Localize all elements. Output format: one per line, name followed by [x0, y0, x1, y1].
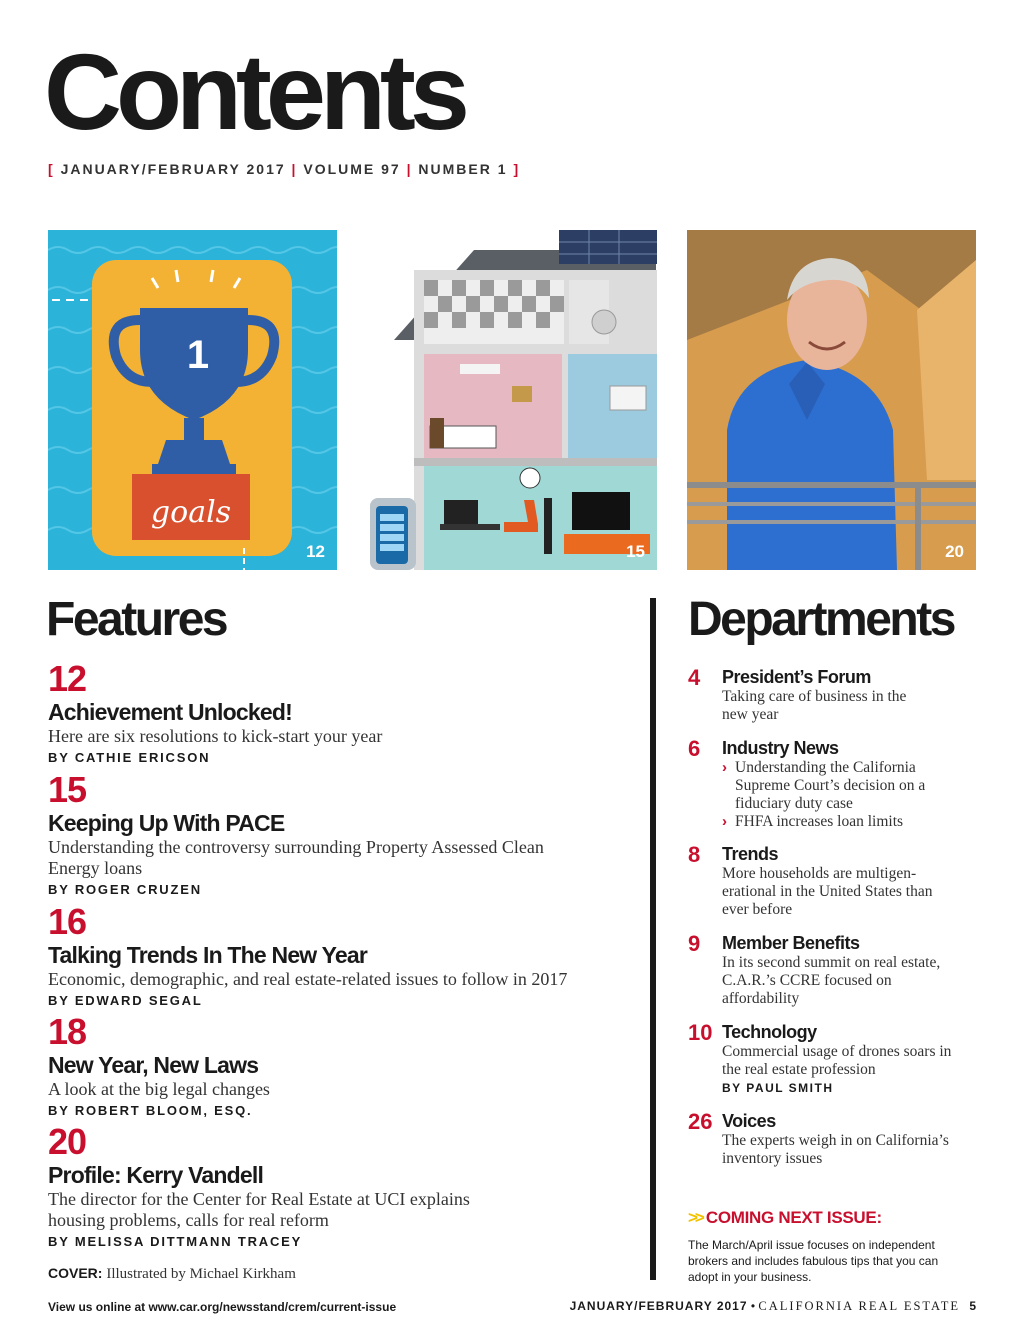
department-byline: BY PAUL SMITH: [722, 1081, 834, 1095]
feature-title[interactable]: Profile: Kerry Vandell: [48, 1162, 264, 1188]
feature-title[interactable]: New Year, New Laws: [48, 1052, 259, 1078]
department-page-number: 6: [688, 736, 701, 761]
department-item[interactable]: [688, 843, 978, 919]
feature-description: Here are six resolutions to kick-start your year: [48, 726, 383, 746]
column-divider: [650, 598, 656, 1280]
trophy-number: 1: [186, 333, 210, 377]
department-page-number: 10: [688, 1020, 713, 1045]
feature-byline: BY ROGER CRUZEN: [48, 882, 202, 897]
separator: |: [291, 161, 298, 177]
bullet-text: FHFA increases loan limits: [735, 813, 904, 830]
department-page-number: 4: [688, 665, 701, 690]
volume: VOLUME 97: [303, 161, 401, 177]
feature-page-number: 15: [48, 769, 87, 810]
portrait-photo[interactable]: [687, 230, 976, 570]
department-title[interactable]: Trends: [722, 844, 779, 864]
department-description: Taking care of business in the new year: [722, 688, 907, 723]
issue-number: NUMBER 1: [418, 161, 508, 177]
department-title[interactable]: Member Benefits: [722, 933, 860, 953]
image-page-number: 15: [626, 542, 645, 561]
page-number: 5: [969, 1299, 976, 1313]
bullet-text: Understanding the California Supreme Court’s decision on a fiduciary duty case: [735, 759, 926, 812]
issue-date: JANUARY/FEBRUARY 2017: [60, 161, 286, 177]
feature-title[interactable]: Talking Trends In The New Year: [48, 942, 367, 968]
departments-heading: Departments: [688, 593, 954, 646]
magazine-name: CALIFORNIA REAL ESTATE: [758, 1299, 960, 1313]
feature-description: The director for the Center for Real Estate at UCI explains housing problems, calls for real reform: [48, 1189, 470, 1230]
department-item[interactable]: [688, 932, 978, 1008]
department-title[interactable]: Industry News: [722, 738, 839, 758]
goals-word: goals: [150, 495, 232, 530]
department-item[interactable]: [688, 1110, 978, 1168]
footer-issue: JANUARY/FEBRUARY 2017: [569, 1299, 748, 1313]
feature-item[interactable]: [48, 1011, 638, 1118]
feature-description: A look at the big legal changes: [48, 1079, 270, 1099]
cover-label: COVER:: [48, 1265, 103, 1281]
feature-title[interactable]: Keeping Up With PACE: [48, 810, 285, 836]
department-item[interactable]: [688, 1021, 978, 1095]
trophy-icon: [48, 230, 337, 570]
department-description: Commercial usage of drones soars in the real estate profession: [722, 1043, 952, 1078]
feature-description: Economic, demographic, and real estate-related issues to follow in 2017: [48, 969, 568, 989]
double-chevron-icon: >>: [688, 1208, 702, 1227]
online-link[interactable]: View us online at www.car.org/newsstand/crem/current-issue: [48, 1300, 397, 1314]
department-page-number: 9: [688, 931, 701, 956]
feature-item[interactable]: [48, 769, 638, 897]
issue-info: [48, 161, 520, 177]
department-description: The experts weigh in on California’s inventory issues: [722, 1132, 949, 1167]
image-page-number: 12: [306, 542, 325, 561]
chevron-right-icon: ›: [722, 759, 727, 776]
coming-next-heading: [688, 1208, 978, 1228]
features-heading: Features: [46, 593, 227, 646]
feature-item[interactable]: [48, 1121, 638, 1249]
department-description: More households are multigen-erational in the United States than ever before: [722, 865, 933, 918]
house-icon: [364, 230, 657, 570]
cover-text: Illustrated by Michael Kirkham: [106, 1266, 296, 1282]
department-page-number: 8: [688, 842, 701, 867]
feature-page-number: 20: [48, 1121, 87, 1162]
department-title[interactable]: Voices: [722, 1111, 776, 1131]
department-bullet: [722, 759, 937, 813]
coming-next-text: The March/April issue focuses on independent brokers and includes fabulous tips that you can adopt in your business.: [688, 1238, 939, 1284]
page-title: Contents: [44, 31, 464, 152]
chevron-right-icon: ›: [722, 813, 727, 830]
trophy-illustration[interactable]: [48, 230, 337, 570]
department-title[interactable]: Technology: [722, 1022, 817, 1042]
person-icon: [687, 230, 976, 570]
department-bullet: [722, 813, 978, 831]
coming-next-label: COMING NEXT ISSUE:: [705, 1208, 882, 1227]
cover-credit: [48, 1265, 296, 1283]
bracket-close: ]: [513, 161, 521, 177]
feature-item[interactable]: [48, 658, 638, 765]
department-title[interactable]: President’s Forum: [722, 667, 871, 687]
coming-next-issue: [688, 1208, 978, 1285]
feature-page-number: 16: [48, 901, 87, 942]
feature-description: Understanding the controversy surrounding Property Assessed Clean Energy loans: [48, 837, 544, 878]
footer-bullet: •: [750, 1299, 756, 1313]
feature-byline: BY EDWARD SEGAL: [48, 993, 203, 1008]
separator: |: [406, 161, 413, 177]
department-item[interactable]: [688, 666, 978, 724]
department-description: In its second summit on real estate, C.A.R.’s CCRE focused on affordability: [722, 954, 941, 1007]
feature-byline: BY MELISSA DITTMANN TRACEY: [48, 1234, 303, 1249]
bracket-open: [: [48, 161, 55, 177]
image-page-number: 20: [945, 542, 964, 561]
feature-title[interactable]: Achievement Unlocked!: [48, 699, 292, 725]
feature-byline: BY CATHIE ERICSON: [48, 750, 211, 765]
feature-byline: BY ROBERT BLOOM, ESQ.: [48, 1103, 253, 1118]
department-page-number: 26: [688, 1109, 713, 1134]
department-item[interactable]: [688, 737, 978, 831]
page-footer: [570, 1299, 976, 1314]
feature-item[interactable]: [48, 901, 638, 1008]
smart-home-illustration[interactable]: [364, 230, 657, 570]
feature-page-number: 12: [48, 658, 87, 699]
feature-page-number: 18: [48, 1011, 87, 1052]
